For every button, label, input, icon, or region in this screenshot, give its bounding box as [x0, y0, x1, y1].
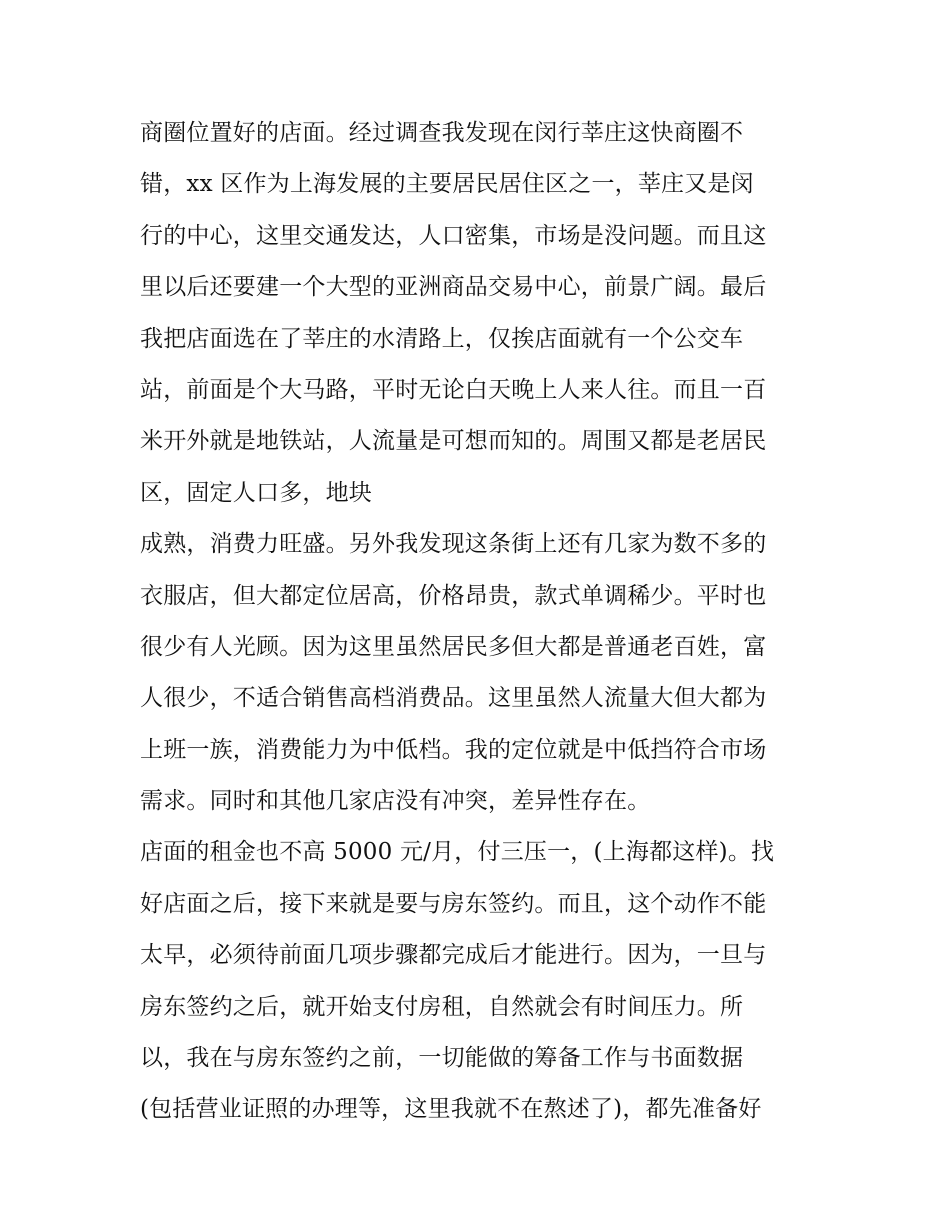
text-line: 区，固定人口多，地块: [140, 479, 372, 506]
text-line: 人很少，不适合销售高档消费品。这里虽然人流量大但大都为: [140, 685, 767, 712]
text-line: (包括营业证照的办理等，这里我就不在熬述了)，都先准备好: [140, 1096, 762, 1123]
body-text: [140, 108, 820, 1136]
text-line: 很少有人光顾。因为这里虽然居民多但大都是普通老百姓，富: [140, 633, 767, 660]
text-line: 店面的租金也不高 5000 元/月，付三压一，(上海都这样)。找: [140, 839, 775, 866]
text-line: 太早，必须待前面几项步骤都完成后才能进行。因为，一旦与: [140, 942, 767, 969]
text-line: 我把店面选在了莘庄的水清路上，仅挨店面就有一个公交车: [140, 325, 744, 352]
text-line: 行的中心，这里交通发达，人口密集，市场是没问题。而且这: [140, 222, 767, 249]
text-line: 以，我在与房东签约之前，一切能做的筹备工作与书面数据: [140, 1045, 744, 1072]
text-line: 站，前面是个大马路，平时无论白天晚上人来人往。而且一百: [140, 376, 767, 403]
text-line: 需求。同时和其他几家店没有冲突，差异性存在。: [140, 788, 651, 815]
text-line: 衣服店，但大都定位居高，价格昂贵，款式单调稀少。平时也: [140, 582, 767, 609]
text-line: 上班一族，消费能力为中低档。我的定位就是中低挡符合市场: [140, 736, 767, 763]
text-line: 商圈位置好的店面。经过调查我发现在闵行莘庄这快商圈不: [140, 120, 744, 146]
text-line: 房东签约之后，就开始支付房租，自然就会有时间压力。所: [140, 993, 744, 1020]
text-line: 好店面之后，接下来就是要与房东签约。而且，这个动作不能: [140, 890, 767, 917]
text-line: 错，xx 区作为上海发展的主要居民居住区之一，莘庄又是闵: [140, 171, 754, 198]
text-line: 米开外就是地铁站，人流量是可想而知的。周围又都是老居民: [140, 428, 767, 455]
text-line: 成熟，消费力旺盛。另外我发现这条街上还有几家为数不多的: [140, 531, 767, 558]
text-line: 里以后还要建一个大型的亚洲商品交易中心，前景广阔。最后: [140, 274, 767, 301]
